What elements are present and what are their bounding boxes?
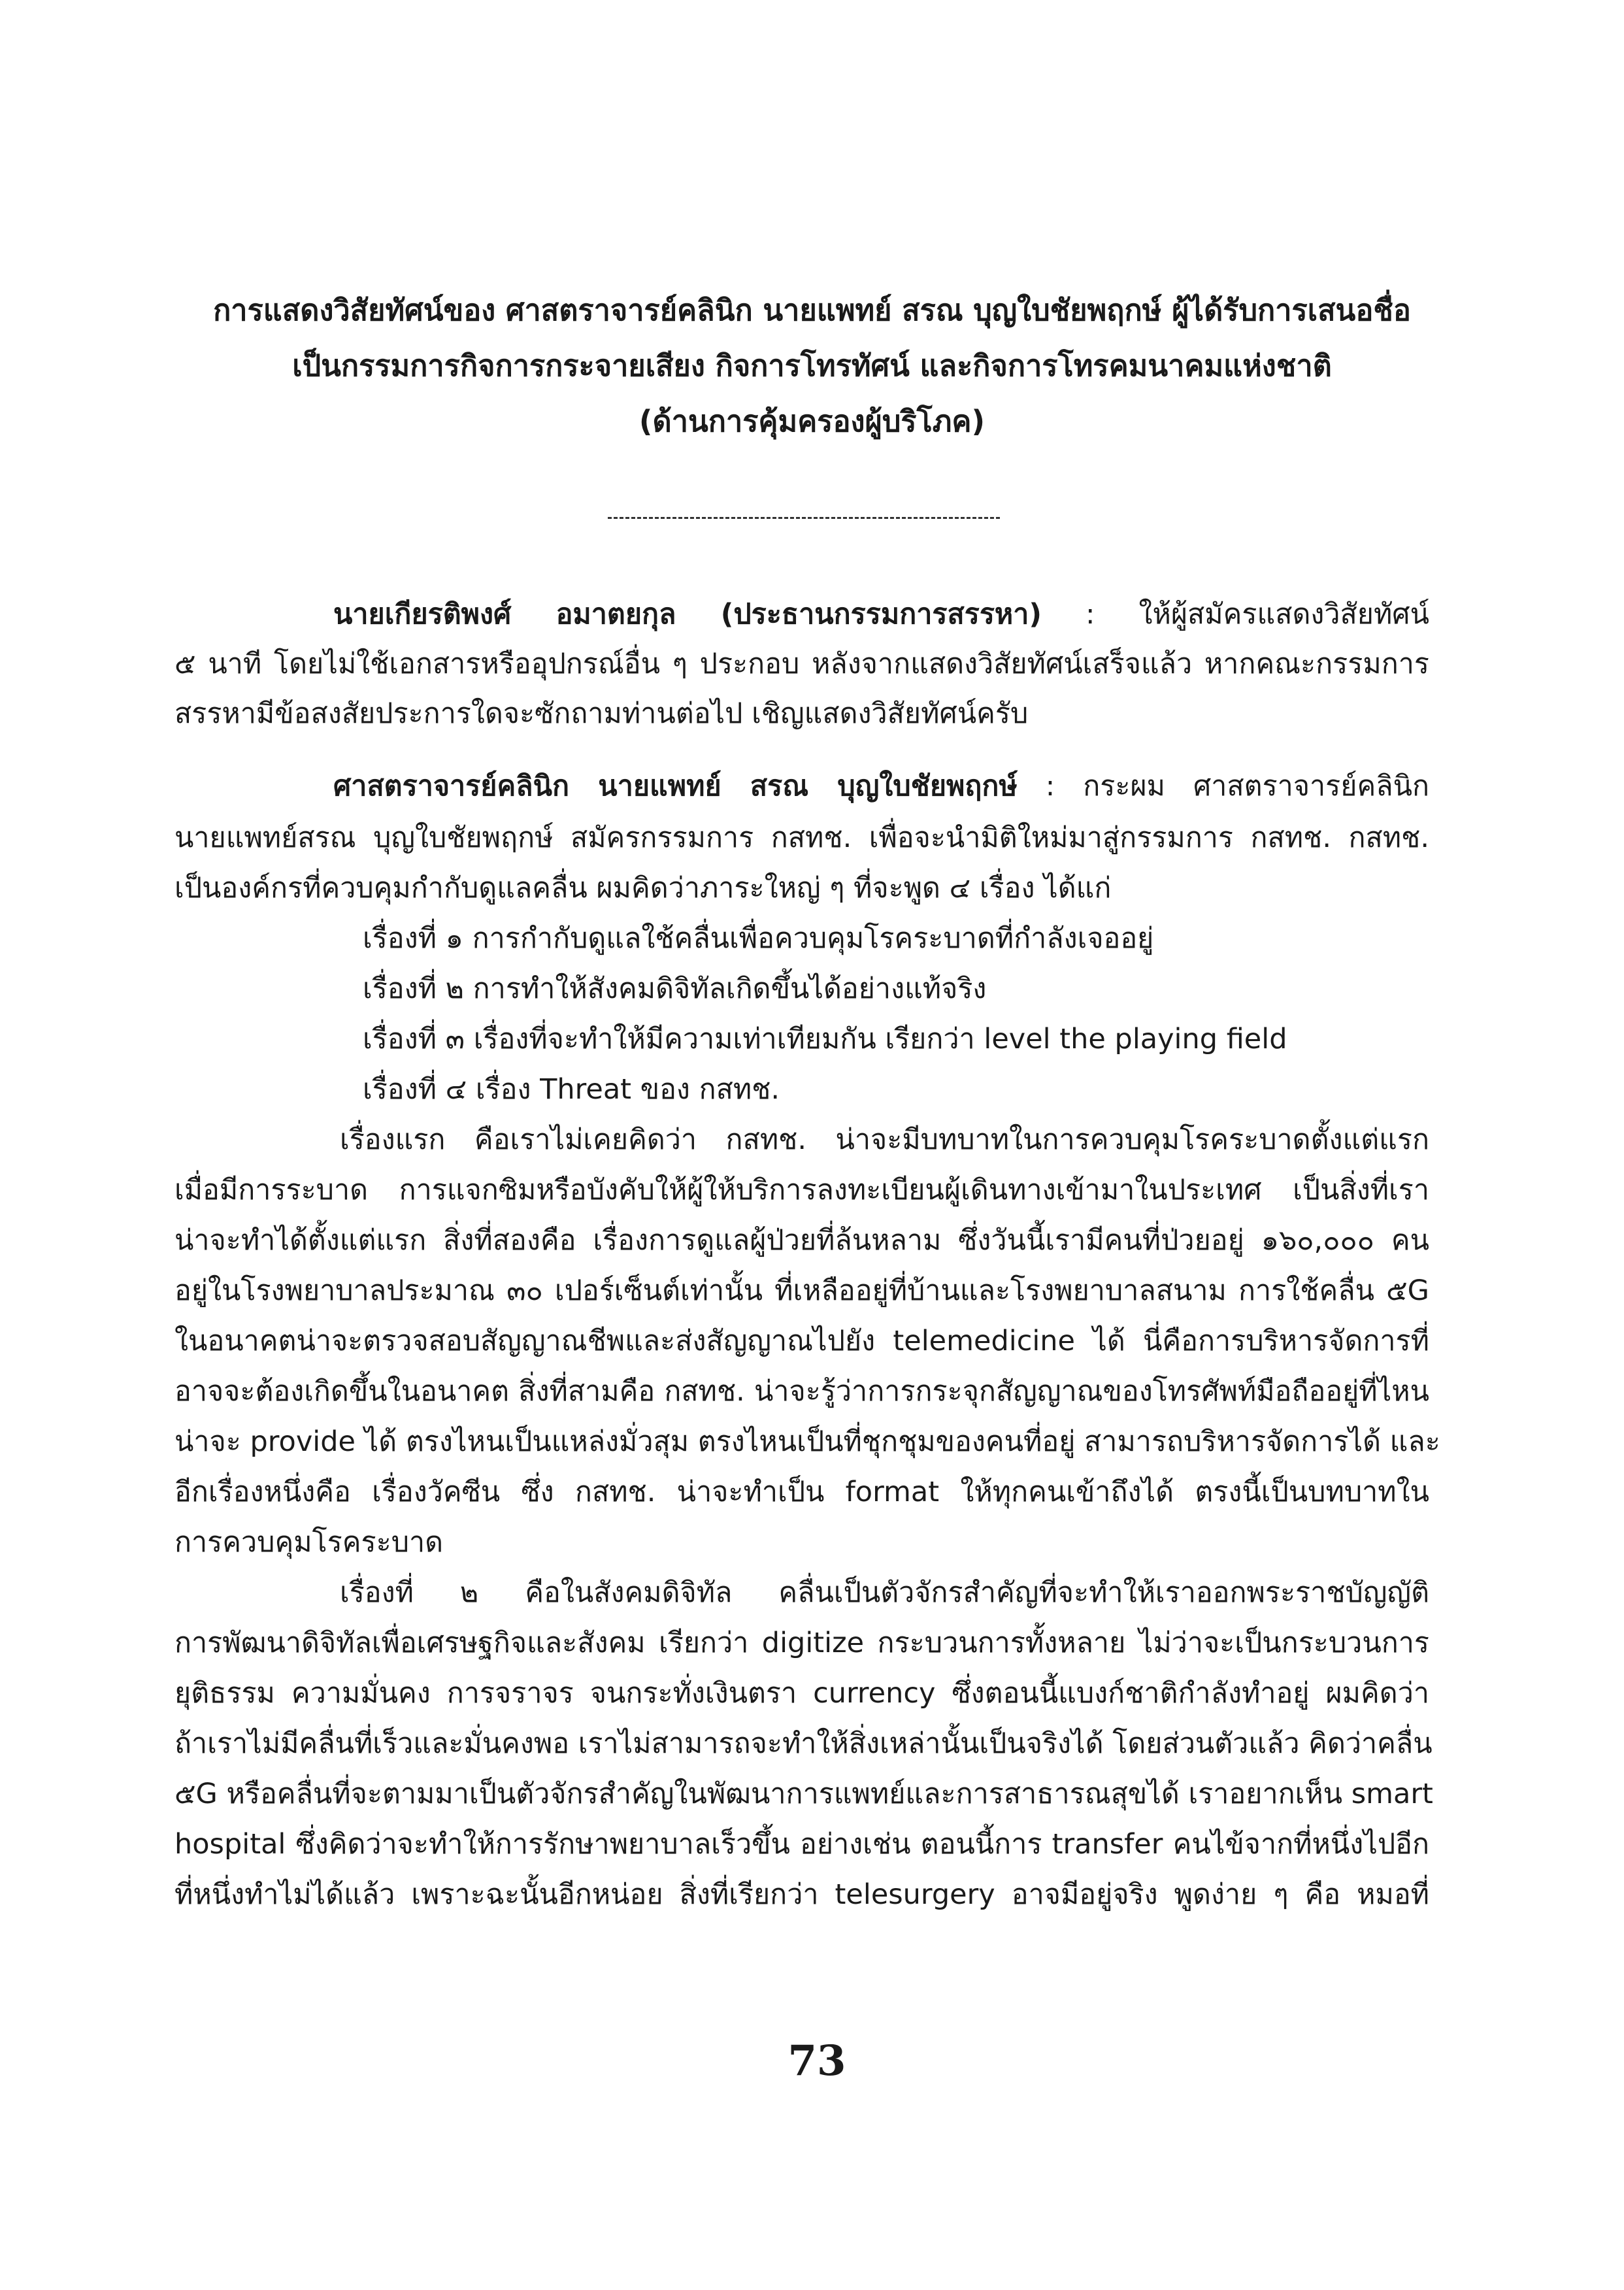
- para3-line-2: เมื่อมีการระบาด การแจกซิมหรือบังคับให้ผู้ให้บริการลงทะเบียนผู้เดินทางเข้ามาในประเทศ เป็นสิ่งที่เรา: [174, 1174, 1429, 1206]
- para1-line-2: ๕ นาที โดยไม่ใช้เอกสารหรืออุปกรณ์อื่น ๆ ประกอบ หลังจากแสดงวิสัยทัศน์เสร็จแล้ว หากคณะกรรมการ: [174, 648, 1429, 680]
- topic-3: เรื่องที่ ๓ เรื่องที่จะทำให้มีความเท่าเทียมกัน เรียกว่า level the playing field: [363, 1023, 1287, 1055]
- para1-line-3: สรรหามีข้อสงสัยประการใดจะซักถามท่านต่อไป เชิญแสดงวิสัยทัศน์ครับ: [174, 697, 1029, 730]
- document-title: [131, 282, 1493, 449]
- speaker-chairman: นายเกียรติพงศ์ อมาตยกุล (ประธานกรรมการสรรหา): [333, 598, 1042, 631]
- para1-line-1-text: : ให้ผู้สมัครแสดงวิสัยทัศน์: [1042, 598, 1429, 631]
- title-line-3: (ด้านการคุ้มครองผู้บริโภค): [638, 404, 986, 439]
- para4-line-1: เรื่องที่ ๒ คือในสังคมดิจิทัล คลื่นเป็นตัวจักรสำคัญที่จะทำให้เราออกพระราชบัญญัติ: [340, 1576, 1429, 1609]
- topic-2: เรื่องที่ ๒ การทำให้สังคมดิจิทัลเกิดขึ้นได้อย่างแท้จริง: [363, 972, 987, 1005]
- para4-line-2: การพัฒนาดิจิทัลเพื่อเศรษฐกิจและสังคม เรียกว่า digitize กระบวนการทั้งหลาย ไม่ว่าจะเป็นกระบวนการ: [174, 1627, 1429, 1659]
- page-number: 73: [787, 2036, 846, 2085]
- para2-line-2: นายแพทย์สรณ บุญใบชัยพฤกษ์ สมัครกรรมการ กสทช. เพื่อจะนำมิติใหม่มาสู่กรรมการ กสทช. กสทช.: [174, 821, 1429, 854]
- dashed-divider: [608, 517, 1000, 519]
- para2-line-1-text: : กระผม ศาสตราจารย์คลินิก: [1017, 770, 1429, 803]
- para4-line-7: ที่หนึ่งทำไม่ได้แล้ว เพราะฉะนั้นอีกหน่อย สิ่งที่เรียกว่า telesurgery อาจมีอยู่จริง พูดง่าย ๆ คือ หมอที่: [174, 1878, 1429, 1911]
- para1-line-1: [333, 595, 1429, 634]
- para3-line-3: น่าจะทำได้ตั้งแต่แรก สิ่งที่สองคือ เรื่องการดูแลผู้ป่วยที่ล้นหลาม ซึ่งวันนี้เรามีคนที่ป่วยอยู่ ๑๖๐,๐๐๐ คน: [174, 1224, 1429, 1257]
- para4-line-3: ยุติธรรม ความมั่นคง การจราจร จนกระทั่งเงินตรา currency ซึ่งตอนนี้แบงก์ชาติกำลังทำอยู่ ผมคิดว่า: [174, 1677, 1429, 1710]
- title-line-2: เป็นกรรมการกิจการกระจายเสียง กิจการโทรทัศน์ และกิจการโทรคมนาคมแห่งชาติ: [292, 348, 1332, 383]
- para3-line-7: น่าจะ provide ได้ ตรงไหนเป็นแหล่งมั่วสุม ตรงไหนเป็นที่ชุกชุมของคนที่อยู่ สามารถบริหารจัดการได้ และ: [174, 1425, 1440, 1458]
- title-line-1: การแสดงวิสัยทัศน์ของ ศาสตราจารย์คลินิก นายแพทย์ สรณ บุญใบชัยพฤกษ์ ผู้ได้รับการเสนอชื่อ: [213, 293, 1411, 327]
- speaker-candidate: ศาสตราจารย์คลินิก นายแพทย์ สรณ บุญใบชัยพฤกษ์: [333, 770, 1018, 803]
- para4-line-5: ๕G หรือคลื่นที่จะตามมาเป็นตัวจักรสำคัญในพัฒนาการแพทย์และการสาธารณสุขได้ เราอยากเห็น smart: [174, 1778, 1433, 1810]
- para3-line-6: อาจจะต้องเกิดขึ้นในอนาคต สิ่งที่สามคือ กสทช. น่าจะรู้ว่าการกระจุกสัญญาณของโทรศัพท์มือถืออยู่ที่ไหน: [174, 1375, 1429, 1408]
- para3-line-5: ในอนาคตน่าจะตรวจสอบสัญญาณชีพและส่งสัญญาณไปยัง telemedicine ได้ นี่คือการบริหารจัดการที่: [174, 1325, 1429, 1357]
- topic-1: เรื่องที่ ๑ การกำกับดูแลใช้คลื่นเพื่อควบคุมโรคระบาดที่กำลังเจออยู่: [363, 922, 1154, 955]
- para3-line-1: เรื่องแรก คือเราไม่เคยคิดว่า กสทช. น่าจะมีบทบาทในการควบคุมโรคระบาดตั้งแต่แรก: [340, 1123, 1429, 1156]
- para3-line-9: การควบคุมโรคระบาด: [174, 1526, 444, 1559]
- para4-line-6: hospital ซึ่งคิดว่าจะทำให้การรักษาพยาบาลเร็วขึ้น อย่างเช่น ตอนนี้การ transfer คนไข้จากที่หนึ่งไปอีก: [174, 1828, 1429, 1861]
- topic-4: เรื่องที่ ๔ เรื่อง Threat ของ กสทช.: [363, 1073, 780, 1106]
- para3-line-8: อีกเรื่องหนึ่งคือ เรื่องวัคซีน ซึ่ง กสทช. น่าจะทำเป็น format ให้ทุกคนเข้าถึงได้ ตรงนี้เป็นบทบาทใน: [174, 1476, 1429, 1508]
- para3-line-4: อยู่ในโรงพยาบาลประมาณ ๓๐ เปอร์เซ็นต์เท่านั้น ที่เหลืออยู่ที่บ้านและโรงพยาบาลสนาม การใช้คลื่น ๕G: [174, 1274, 1429, 1307]
- para4-line-4: ถ้าเราไม่มีคลื่นที่เร็วและมั่นคงพอ เราไม่สามารถจะทำให้สิ่งเหล่านั้นเป็นจริงได้ โดยส่วนตัวแล้ว คิดว่าคลื่น: [174, 1727, 1433, 1760]
- para2-line-1: [333, 767, 1429, 806]
- para2-line-3: เป็นองค์กรที่ควบคุมกำกับดูแลคลื่น ผมคิดว่าภาระใหญ่ ๆ ที่จะพูด ๔ เรื่อง ได้แก่: [174, 872, 1112, 904]
